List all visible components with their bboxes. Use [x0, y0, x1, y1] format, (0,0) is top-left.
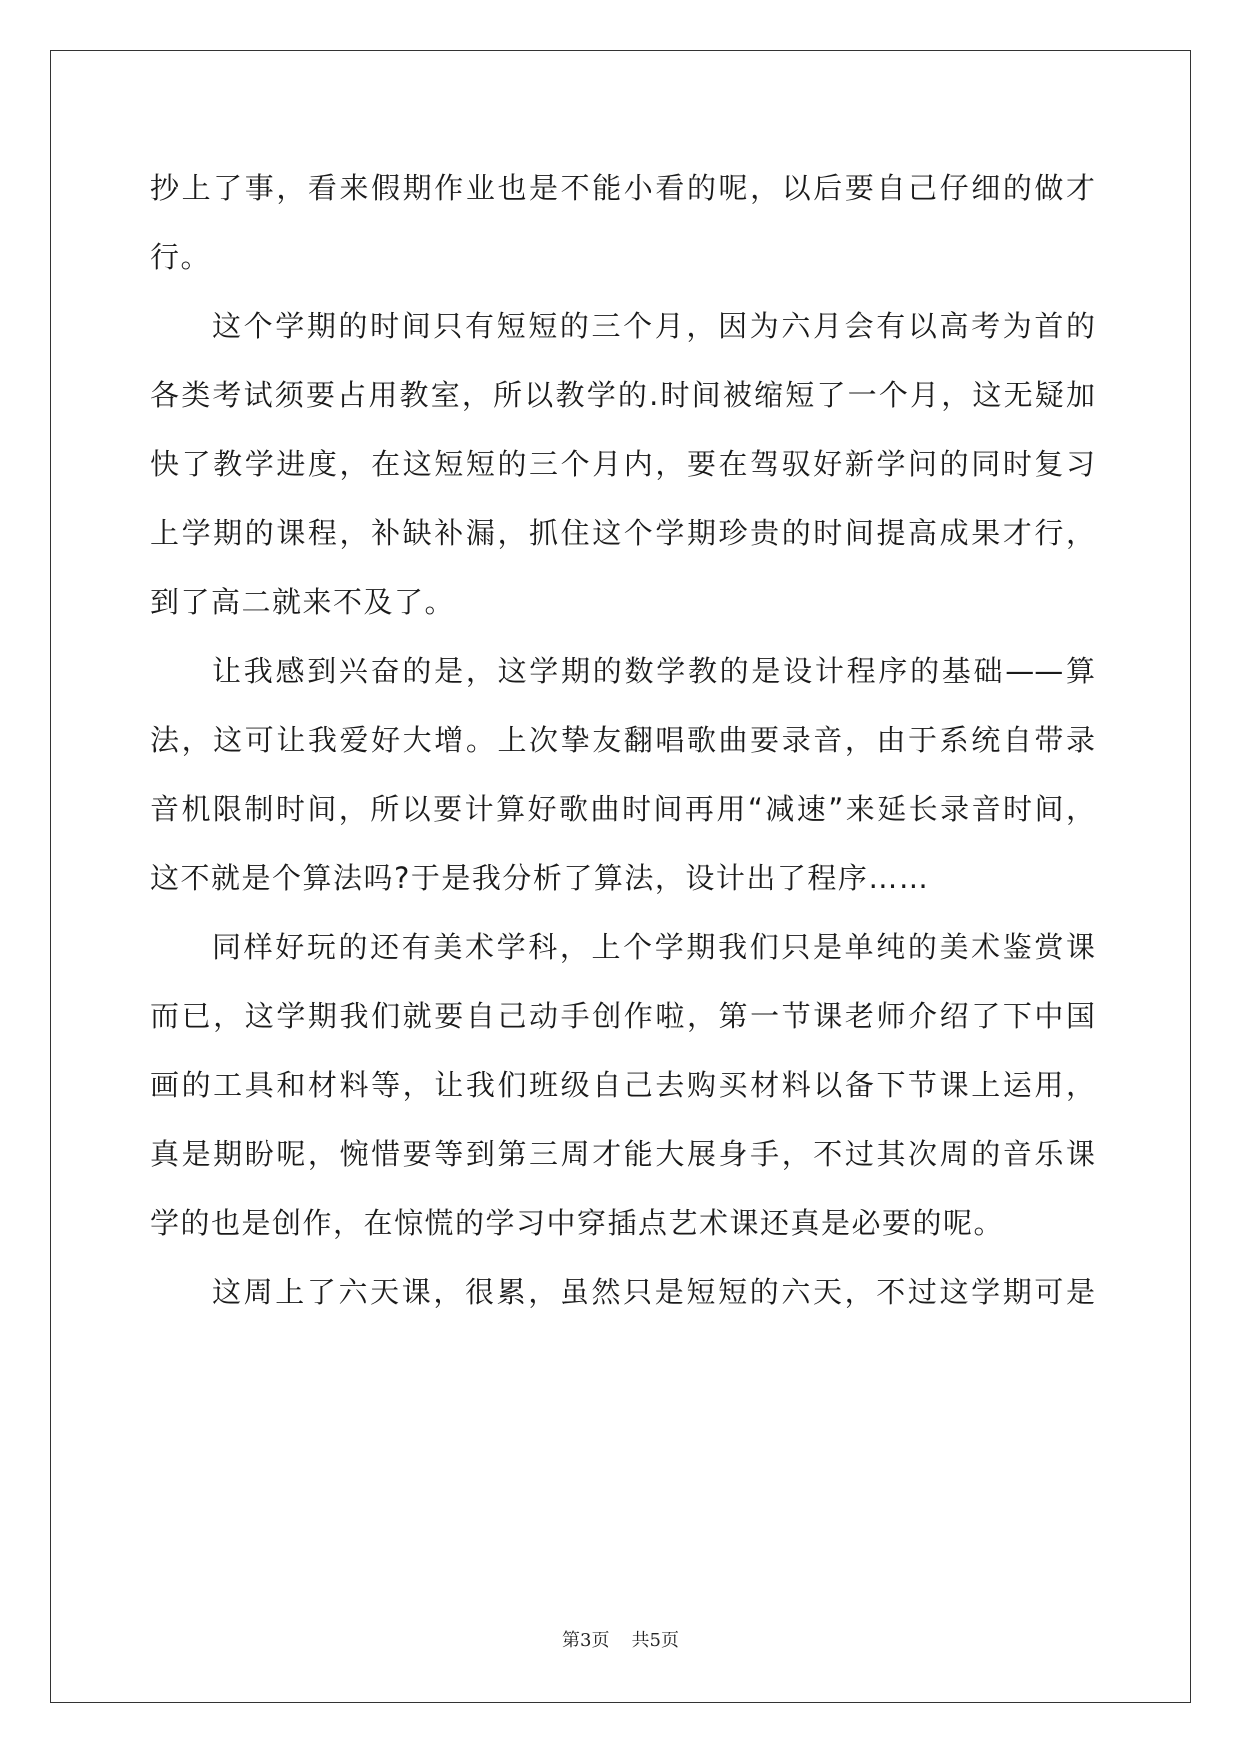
page-total: 共5页 — [631, 1630, 679, 1651]
text-line: 到了高二就来不及了。 — [150, 585, 456, 619]
document-body — [150, 154, 1095, 1327]
text-line: 行。 — [150, 240, 212, 274]
text-line: 画的工具和材料等，让我们班级自己去购买材料以备下节课上运用， — [150, 1068, 1095, 1102]
text-line: 法，这可让我爱好大增。上次挚友翻唱歌曲要录音，由于系统自带录 — [150, 723, 1095, 757]
text-line: 这不就是个算法吗?于是我分析了算法，设计出了程序…… — [150, 861, 930, 895]
text-line: 这个学期的时间只有短短的三个月，因为六月会有以高考为首的 — [212, 309, 1095, 343]
text-line: 音机限制时间，所以要计算好歌曲时间再用“减速”来延长录音时间， — [150, 792, 1095, 826]
text-line: 让我感到兴奋的是，这学期的数学教的是设计程序的基础——算 — [212, 654, 1095, 688]
text-line: 这周上了六天课，很累，虽然只是短短的六天，不过这学期可是 — [212, 1275, 1095, 1309]
text-line: 快了教学进度，在这短短的三个月内，要在驾驭好新学问的同时复习 — [150, 447, 1095, 481]
page-footer — [0, 1626, 1241, 1652]
text-line: 真是期盼呢，惋惜要等到第三周才能大展身手，不过其次周的音乐课 — [150, 1137, 1095, 1171]
text-line: 各类考试须要占用教室，所以教学的.时间被缩短了一个月，这无疑加 — [150, 378, 1095, 412]
text-line: 学的也是创作，在惊慌的学习中穿插点艺术课还真是必要的呢。 — [150, 1206, 1005, 1240]
text-line: 同样好玩的还有美术学科，上个学期我们只是单纯的美术鉴赏课 — [212, 930, 1095, 964]
page-number: 第3页 — [562, 1630, 610, 1651]
text-line: 上学期的课程，补缺补漏，抓住这个学期珍贵的时间提高成果才行， — [150, 516, 1095, 550]
text-line: 而已，这学期我们就要自己动手创作啦，第一节课老师介绍了下中国 — [150, 999, 1095, 1033]
text-line: 抄上了事，看来假期作业也是不能小看的呢，以后要自己仔细的做才 — [150, 171, 1095, 205]
